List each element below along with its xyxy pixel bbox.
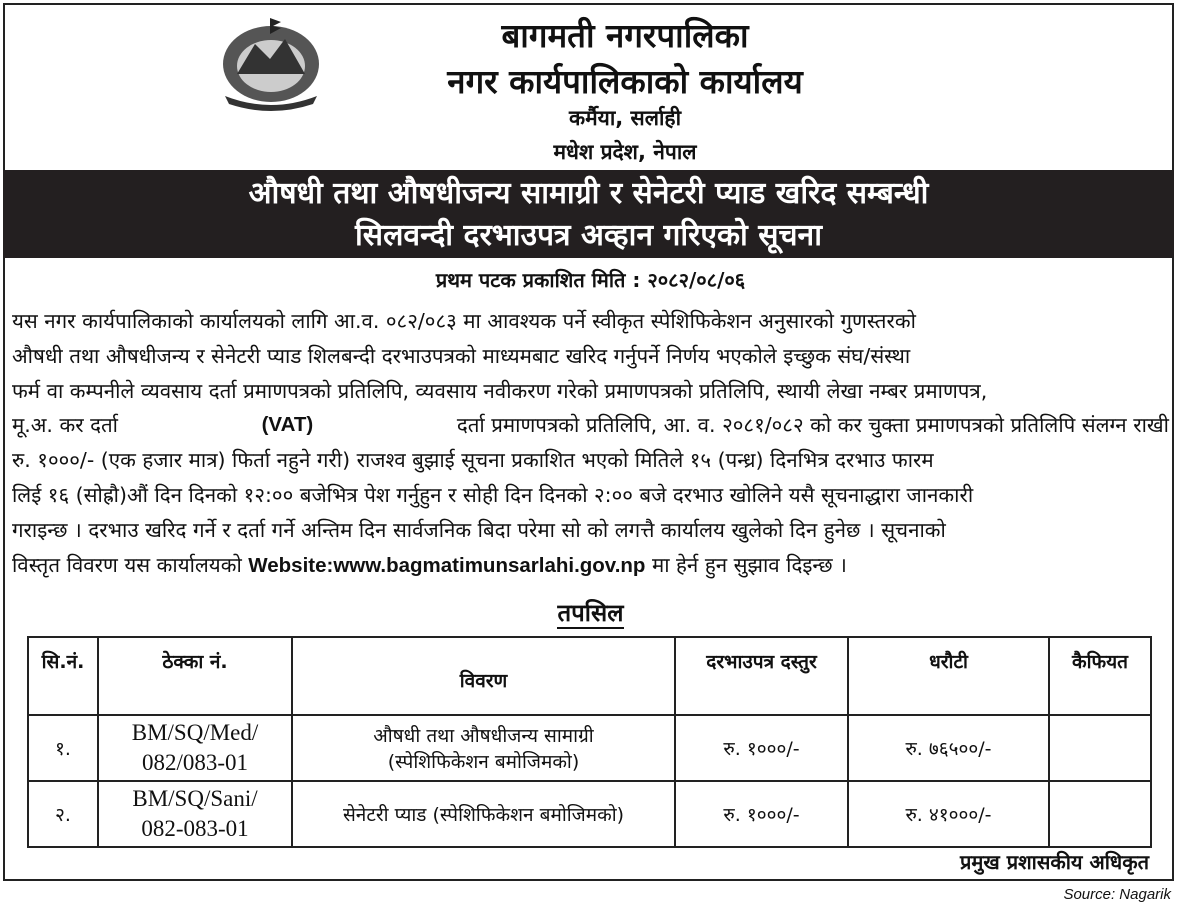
body-line: फर्म वा कम्पनीले व्यवसाय दर्ता प्रमाणपत्रको प्रतिलिपि, व्यवसाय नवीकरण गरेको प्रमाणपत्रको प्रतिलिपि, स्थायी लेखा नम्बर प्रमाणपत्र, [12,378,988,403]
body-line: औषधी तथा औषधीजन्य र सेनेटरी प्याड शिलबन्दी दरभाउपत्रको माध्यमबाट खरिद गर्नुपर्ने निर्णय भएकोले इच्छुक संघ/संस्था [12,343,911,368]
cell-contract: BM/SQ/Med/ 082/083-01 [98,715,292,781]
cell-sn: १. [28,715,98,781]
schedule-table [27,636,1152,848]
schedule-title: तपसिल [557,599,624,627]
body-line: गराइन्छ । दरभाउ खरिद गर्ने र दर्ता गर्ने अन्तिम दिन सार्वजनिक बिदा परेमा सो को लगत्तै कार्यालय खुलेको दिन हुनेछ । सूचनाको [12,517,946,542]
publication-date: प्रथम पटक प्रकाशित मिति : २०८२/०८/०६ [435,268,746,292]
office-name: नगर कार्यपालिकाको कार्यालय [447,62,803,101]
col-fee: दरभाउपत्र दस्तुर [675,637,848,715]
notice-title-line1: औषधी तथा औषधीजन्य सामाग्री र सेनेटरी प्याड खरिद सम्बन्धी [248,176,929,211]
cell-sn: २. [28,781,98,847]
cell-description: सेनेटरी प्याड (स्पेशिफिकेशन बमोजिमको) [292,781,675,847]
office-location: कर्मैया, सर्लाही [568,106,682,130]
cell-fee: रु. १०००/- [675,781,848,847]
body-line-website: विस्तृत विवरण यस कार्यालयको Website:www.bagmatimunsarlahi.gov.np मा हेर्न हुन सुझाव दिइन्छ । [12,552,847,577]
cell-fee: रु. १०००/- [675,715,848,781]
municipality-name: बागमती नगरपालिका [501,16,749,55]
col-deposit: धरौटी [848,637,1049,715]
body-line: यस नगर कार्यपालिकाको कार्यालयको लागि आ.व. ०८२/०८३ मा आवश्यक पर्ने स्वीकृत स्पेशिफिकेशन अनुसारको गुणस्तरको [12,309,916,333]
col-remarks: कैफियत [1049,637,1151,715]
table-row [28,781,1151,847]
office-province: मधेश प्रदेश, नेपाल [553,140,697,164]
cell-remarks [1049,715,1151,781]
notice-body [12,304,1169,583]
body-line-vat: मू.अ. कर दर्ता (VAT) दर्ता प्रमाणपत्रको प्रतिलिपि, आ. व. २०८१/०८२ को कर चुक्ता प्रमाणपत्रको प्रतिलिपि संलग्न राखी [12,413,1169,438]
cell-deposit: रु. ७६५००/- [848,715,1049,781]
signatory-title: प्रमुख प्रशासकीय अधिकृत [960,850,1149,874]
notice-title-line2: सिलवन्दी दरभाउपत्र अव्हान गरिएको सूचना [355,218,822,253]
table-header-row [28,637,1151,715]
body-line: रु. १०००/- (एक हजार मात्र) फिर्ता नहुने गरी) राजश्व बुझाई सूचना प्रकाशित भएको मितिले १५ (पन्ध्र) दिनभित्र दरभाउ फारम [12,448,934,473]
col-description: विवरण [292,637,675,715]
cell-deposit: रु. ४१०००/- [848,781,1049,847]
notice-title-banner [3,170,1174,258]
source-credit: Source: Nagarik [1063,886,1171,903]
col-contract: ठेक्का नं. [98,637,292,715]
website-link[interactable]: Website:www.bagmatimunsarlahi.gov.np [248,553,646,577]
body-line: लिई १६ (सोह्रौ)औं दिन दिनको १२:०० बजेभित्र पेश गर्नुहुन र सोही दिन दिनको २:०० बजे दरभाउ खोलिने यसै सूचनाद्धारा जानकारी [12,482,974,507]
col-sn: सि.नं. [28,637,98,715]
cell-remarks [1049,781,1151,847]
table-row [28,715,1151,781]
nepal-emblem-logo [215,14,327,114]
cell-description: औषधी तथा औषधीजन्य सामाग्री (स्पेशिफिकेशन बमोजिमको) [292,715,675,781]
cell-contract: BM/SQ/Sani/ 082-083-01 [98,781,292,847]
